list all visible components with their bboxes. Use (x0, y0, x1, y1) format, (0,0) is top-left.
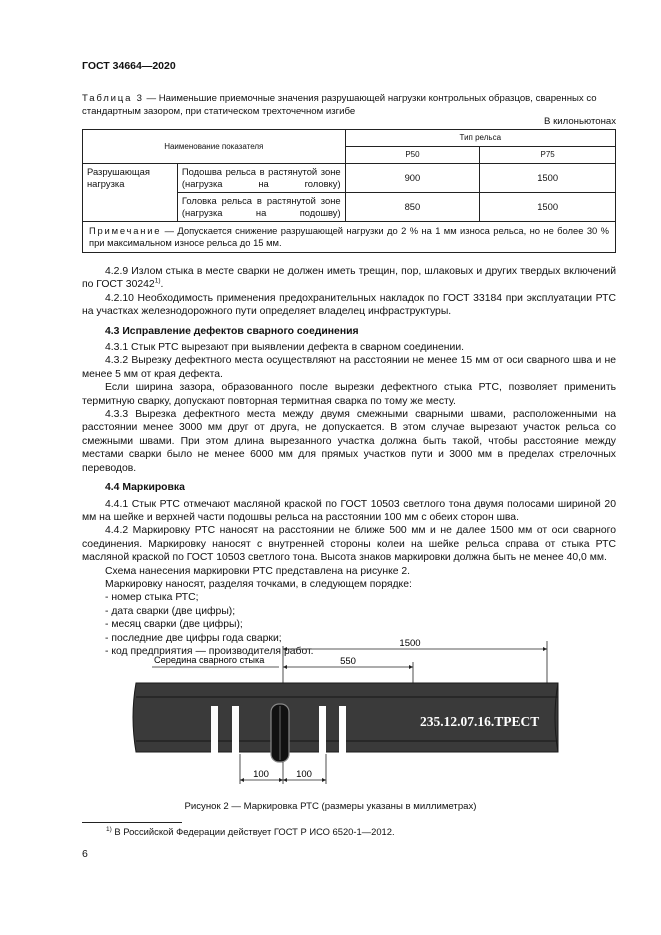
page-header: ГОСТ 34664—2020 (82, 60, 176, 72)
table-units: В килоньютонах (544, 116, 616, 127)
table-caption-label: Таблица 3 (82, 93, 144, 104)
page-number: 6 (82, 848, 88, 860)
list-item: - последние две цифры года сварки; (105, 632, 282, 644)
dimension-label-1500: 1500 (399, 638, 421, 649)
list-item: - код предприятия — производителя работ. (105, 645, 314, 657)
paragraph-4-3-2: 4.3.2 Вырезку дефектного места осуществляют на расстоянии не менее 15 мм от оси сварного шва и не менее 5 мм от края дефекта. (82, 355, 616, 380)
row-label: Подошва рельса в растянутой зоне (нагрузка на головку) (177, 164, 345, 193)
header-rail-type: Тип рельса (345, 130, 615, 147)
marking-text: 235.12.07.16.ТРЕСТ (420, 714, 540, 729)
note-label: Примечание (89, 225, 162, 236)
footnote-ref: 1) (154, 277, 161, 285)
paragraph-4-4-2-b: Схема нанесения маркировки РТС представлена на рисунке 2. (105, 565, 411, 577)
paragraph-text: 4.2.9 Излом стыка в месте сварки не должен иметь трещин, пор, шлаковых и других твердых включений по ГОСТ 30242 (82, 266, 616, 291)
row-value-p50: 850 (345, 193, 480, 222)
row-value-p75: 1500 (480, 193, 616, 222)
list-item: - месяц сварки (две цифры); (105, 619, 243, 631)
header-p75: Р75 (480, 147, 616, 164)
note-text: — Допускается снижение разрушающей нагрузки до 2 % на 1 мм износа рельса, но не более 30 % при максимальном износе рельса до 15 мм. (89, 225, 609, 248)
dimension-label-100-right: 100 (296, 769, 312, 780)
paragraph-4-4-2: 4.4.2 Маркировку РТС наносят на расстоянии не ближе 500 мм и не далее 1500 мм от оси сварного соединения. Маркировку наносят с внутренней стороны колеи на шейке рельса справа от стыка РТС масляной краской по ГОСТ 10503 светлого тона. Высота знаков маркировки должна быть не менее 40,0 мм. (82, 525, 616, 564)
figure-caption: Рисунок 2 — Маркировка РТС (размеры указаны в миллиметрах) (184, 801, 477, 812)
dimension-label-100-left: 100 (253, 769, 269, 780)
list-item: - дата сварки (две цифры); (105, 605, 236, 617)
section-heading-4-4: 4.4 Маркировка (105, 482, 185, 494)
paragraph-4-4-1: 4.4.1 Стык РТС отмечают масляной краской по ГОСТ 10503 светлого тона двумя полосами шириной 20 мм на шейке и верхней части подошвы рельса на расстоянии 100 мм с обеих сторон шва. (82, 498, 616, 523)
paint-stripe (339, 706, 346, 754)
paint-stripe (319, 706, 326, 754)
paragraph-4-4-2-c: Маркировку наносят, разделяя точками, в следующем порядке: (105, 578, 412, 590)
paragraph-4-2-9: 4.2.9 Излом стыка в месте сварки не должен иметь трещин, пор, шлаковых и других твердых включений по ГОСТ 30242$^{1)}$. (82, 266, 616, 291)
paint-stripe (232, 706, 239, 754)
footnote-divider (82, 822, 182, 823)
table-caption-text: — Наименьшие приемочные значения разрушающей нагрузки контрольных образцов, сваренных со стандартным зазором, при статическом трехточечном изгибе (82, 93, 597, 117)
paint-stripe (211, 706, 218, 754)
row-value-p75: 1500 (480, 164, 616, 193)
footnote-mark: 1) (106, 825, 112, 833)
paragraph-4-3-1: 4.3.1 Стык РТС вырезают при выявлении дефекта в сварном соединении. (105, 342, 465, 354)
header-p50: Р50 (345, 147, 480, 164)
list-item: - номер стыка РТС; (105, 592, 199, 604)
row-value-p50: 900 (345, 164, 480, 193)
paragraph-4-2-10: 4.2.10 Необходимость применения предохранительных накладок по ГОСТ 33184 при эксплуатации РТС на участках железнодорожного пути определяет владелец инфраструктуры. (82, 292, 616, 318)
row-label: Головка рельса в растянутой зоне (нагрузка на подошву) (177, 193, 345, 222)
weld-center-label: Середина сварного стыка (154, 655, 265, 665)
dimension-label-550: 550 (340, 656, 356, 667)
paragraph-4-3-2-b: Если ширина зазора, образованного после вырезки дефектного стыка РТС, позволяет применить термитную сварку, допускают повторная термитная сварка по тому же месту. (82, 382, 616, 407)
row-group-label: Разрушающая нагрузка (83, 164, 178, 222)
header-name: Наименование показателя (83, 130, 346, 164)
footnote (106, 826, 395, 837)
section-heading-4-3: 4.3 Исправление дефектов сварного соединения (105, 325, 359, 337)
footnote-text: В Российской Федерации действует ГОСТ Р ИСО 6520-1—2012. (111, 826, 395, 837)
paragraph-4-3-3: 4.3.3 Вырезка дефектного места между двумя смежными сварными швами, расположенными на расстоянии менее 3000 мм друг от друга, не допускается. В этом случае вырезают участок рельса со смежными швами. При этом длина вырезанного участка должна быть такой, чтобы расстояние между местами сварки было не менее 6000 мм для прямых участков пути и 3000 мм в пределах стрелочных переводов. (82, 409, 616, 474)
